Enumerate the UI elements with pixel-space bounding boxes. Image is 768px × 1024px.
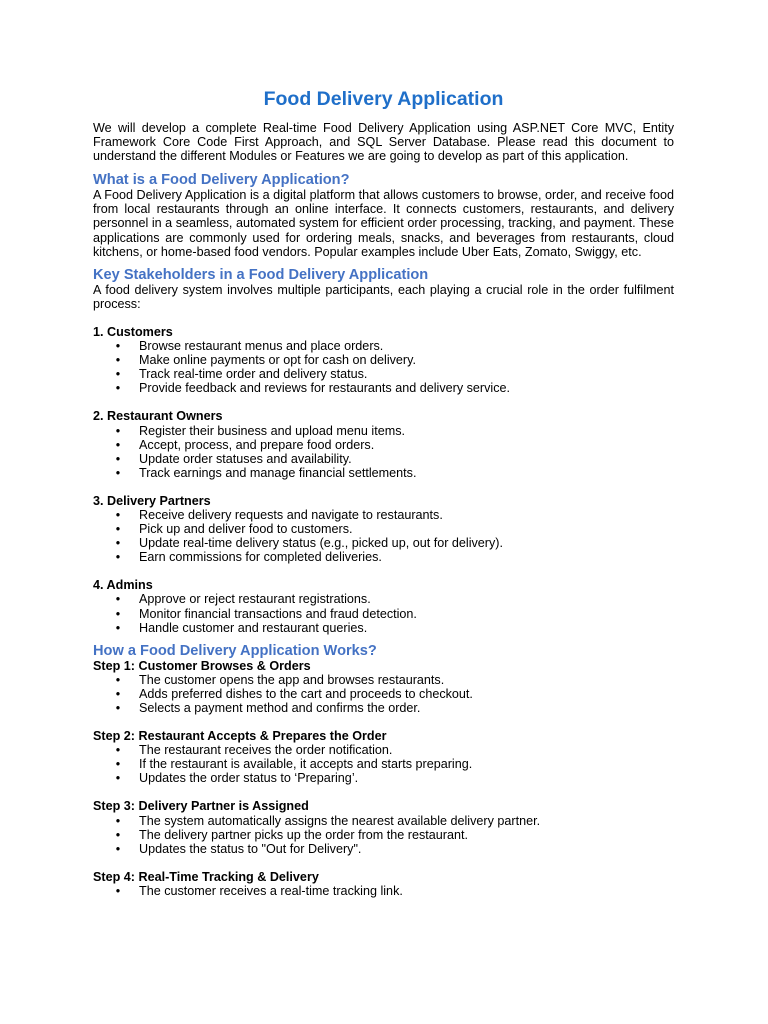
list-item-text: Make online payments or opt for cash on delivery. — [139, 353, 416, 368]
list-item — [93, 607, 674, 621]
section-heading: What is a Food Delivery Application? — [93, 172, 350, 189]
document-title: Food Delivery Application — [263, 88, 504, 110]
step-group — [93, 659, 674, 715]
bullet-icon: • — [115, 381, 121, 396]
list-item — [93, 828, 674, 842]
step-group-title: Step 4: Real-Time Tracking & Delivery — [93, 869, 319, 884]
bullet-icon: • — [115, 353, 121, 368]
bullet-icon: • — [115, 550, 121, 565]
document-body — [93, 87, 674, 906]
step-group-title: Step 3: Delivery Partner is Assigned — [93, 799, 309, 814]
bullet-icon: • — [115, 507, 121, 522]
bullet-list — [93, 339, 674, 395]
list-item — [93, 367, 674, 381]
list-item-text: Pick up and deliver food to customers. — [139, 522, 353, 537]
bullet-icon: • — [115, 813, 121, 828]
list-item — [93, 592, 674, 606]
list-item-text: Accept, process, and prepare food orders. — [139, 437, 375, 452]
bullet-icon: • — [115, 841, 121, 856]
section-paragraph: A Food Delivery Application is a digital platform that allows customers to browse, order, and receive food from local restaurants through an online interface. It connects customers, restaurants, and delivery personnel in a seamless, automated system for efficient order processing, tracking, and payment. These applications are commonly used for ordering meals, snacks, and beverages from restaurants, cloud kitchens, or home-based food vendors. Popular examples include Uber Eats, Zomato, Swiggy, etc. — [93, 188, 674, 259]
list-item — [93, 438, 674, 452]
section-heading: Key Stakeholders in a Food Delivery Application — [93, 266, 429, 283]
list-item-text: Track real-time order and delivery status. — [139, 367, 368, 382]
stakeholder-group-title: 3. Delivery Partners — [93, 493, 211, 508]
stakeholder-group — [93, 325, 674, 395]
bullet-list — [93, 592, 674, 634]
bullet-icon: • — [115, 827, 121, 842]
list-item — [93, 884, 674, 898]
list-item-text: If the restaurant is available, it accepts and starts preparing. — [139, 757, 473, 772]
list-item-text: The customer opens the app and browses restaurants. — [139, 672, 445, 687]
step-group — [93, 799, 674, 855]
list-item-text: Update order statuses and availability. — [139, 451, 352, 466]
intro-paragraph: We will develop a complete Real-time Food Delivery Application using ASP.NET Core MVC, Entity Framework Core Code First Approach, and SQL Server Database. Please read this document to understand the different Modules or Features we are going to develop as part of this application. — [93, 121, 674, 164]
bullet-list — [93, 743, 674, 785]
list-item-text: Earn commissions for completed deliveries. — [139, 550, 382, 565]
bullet-list — [93, 884, 674, 898]
stakeholder-group-title: 2. Restaurant Owners — [93, 409, 223, 424]
list-item — [93, 842, 674, 856]
section-heading: How a Food Delivery Application Works? — [93, 642, 377, 659]
stakeholder-group — [93, 409, 674, 479]
bullet-icon: • — [115, 743, 121, 758]
bullet-icon: • — [115, 437, 121, 452]
list-item-text: Track earnings and manage financial settlements. — [139, 465, 417, 480]
list-item-text: Updates the status to "Out for Delivery". — [139, 841, 362, 856]
list-item — [93, 687, 674, 701]
list-item — [93, 452, 674, 466]
list-item — [93, 339, 674, 353]
list-item — [93, 466, 674, 480]
list-item — [93, 701, 674, 715]
bullet-icon: • — [115, 686, 121, 701]
stakeholder-groups — [93, 325, 674, 635]
list-item-text: Monitor financial transactions and fraud detection. — [139, 606, 417, 621]
list-item-text: The system automatically assigns the nearest available delivery partner. — [139, 813, 541, 828]
bullet-icon: • — [115, 606, 121, 621]
list-item — [93, 522, 674, 536]
list-item-text: The customer receives a real-time tracking link. — [139, 883, 403, 898]
stakeholder-group-title: 1. Customers — [93, 324, 173, 339]
step-group — [93, 729, 674, 785]
stakeholder-group — [93, 578, 674, 634]
stakeholder-group — [93, 494, 674, 564]
list-item-text: Provide feedback and reviews for restaurants and delivery service. — [139, 381, 510, 396]
bullet-icon: • — [115, 672, 121, 687]
bullet-icon: • — [115, 522, 121, 537]
bullet-icon: • — [115, 536, 121, 551]
list-item-text: Adds preferred dishes to the cart and proceeds to checkout. — [139, 686, 473, 701]
list-item — [93, 381, 674, 395]
section-what-is — [93, 172, 674, 258]
bullet-icon: • — [115, 367, 121, 382]
bullet-icon: • — [115, 339, 121, 354]
bullet-icon: • — [115, 771, 121, 786]
step-group-title: Step 1: Customer Browses & Orders — [93, 658, 311, 673]
list-item-text: Update real-time delivery status (e.g., picked up, out for delivery). — [139, 536, 503, 551]
list-item-text: The delivery partner picks up the order from the restaurant. — [139, 827, 468, 842]
list-item — [93, 814, 674, 828]
list-item — [93, 424, 674, 438]
section-stakeholders — [93, 267, 674, 635]
list-item-text: Selects a payment method and confirms the order. — [139, 701, 421, 715]
list-item-text: Browse restaurant menus and place orders. — [139, 339, 384, 354]
list-item-text: Register their business and upload menu items. — [139, 423, 406, 438]
bullet-icon: • — [115, 451, 121, 466]
step-group — [93, 870, 674, 898]
list-item — [93, 621, 674, 635]
step-group-title: Step 2: Restaurant Accepts & Prepares the Order — [93, 729, 387, 744]
step-groups — [93, 659, 674, 898]
bullet-list — [93, 508, 674, 564]
bullet-icon: • — [115, 883, 121, 898]
bullet-list — [93, 673, 674, 715]
list-item-text: Handle customer and restaurant queries. — [139, 620, 368, 635]
bullet-icon: • — [115, 592, 121, 607]
list-item — [93, 550, 674, 564]
bullet-icon: • — [115, 620, 121, 635]
section-paragraph: A food delivery system involves multiple participants, each playing a crucial role in the order fulfilment process: — [93, 282, 674, 311]
list-item — [93, 508, 674, 522]
stakeholder-group-title: 4. Admins — [93, 578, 153, 593]
list-item — [93, 771, 674, 785]
list-item — [93, 757, 674, 771]
list-item-text: The restaurant receives the order notification. — [139, 743, 393, 758]
list-item-text: Updates the order status to ‘Preparing’. — [139, 771, 359, 786]
bullet-icon: • — [115, 465, 121, 480]
bullet-list — [93, 424, 674, 480]
list-item — [93, 673, 674, 687]
list-item — [93, 743, 674, 757]
list-item — [93, 353, 674, 367]
list-item-text: Receive delivery requests and navigate to restaurants. — [139, 507, 443, 522]
bullet-icon: • — [115, 757, 121, 772]
bullet-icon: • — [115, 423, 121, 438]
section-how-it-works — [93, 643, 674, 898]
bullet-icon: • — [115, 701, 121, 715]
list-item-text: Approve or reject restaurant registrations. — [139, 592, 371, 607]
bullet-list — [93, 814, 674, 856]
list-item — [93, 536, 674, 550]
